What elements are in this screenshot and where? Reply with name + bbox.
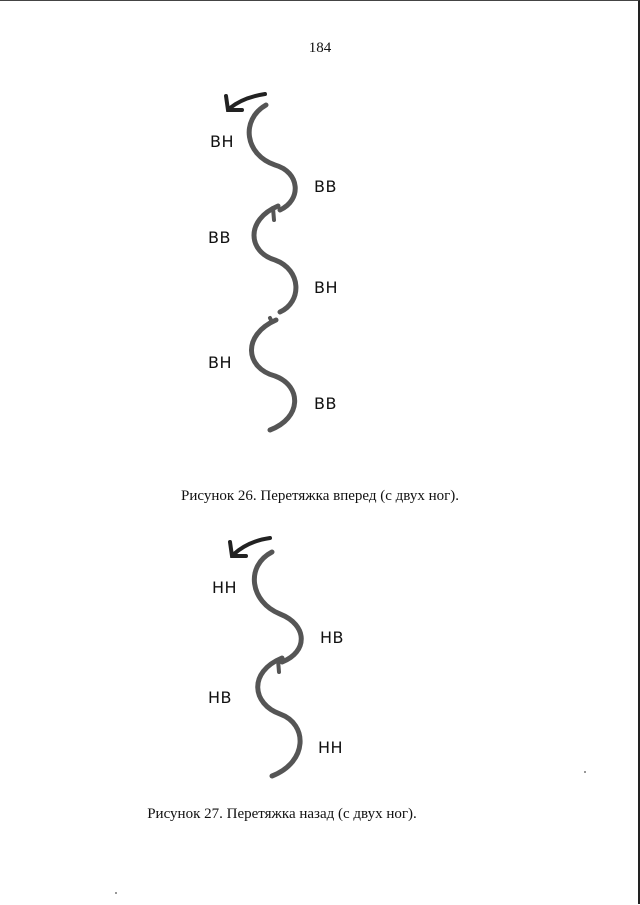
figure-27-caption: Рисунок 27. Перетяжка назад (с двух ног).: [147, 806, 417, 822]
figure-26-caption: Рисунок 26. Перетяжка вперед (с двух ног).: [180, 488, 460, 504]
figure-27: [190, 530, 370, 790]
label-vn-3: ВН: [208, 353, 233, 372]
label-vv-2: ВВ: [208, 228, 231, 247]
label-vv-3: ВВ: [314, 394, 337, 413]
label-nn-2: НН: [318, 738, 344, 757]
trace-segment-1: [249, 105, 295, 210]
label-vn-2: ВН: [314, 278, 339, 297]
trace-segment-2: [254, 206, 296, 312]
scan-speck: [115, 892, 117, 894]
label-vn-1: ВН: [210, 132, 235, 151]
label-nv-2: НВ: [208, 688, 233, 707]
page-number: 184: [308, 40, 332, 56]
trace-segment-3: [251, 320, 294, 430]
arrow-icon: [230, 538, 270, 556]
trace-segment-1: [254, 552, 301, 662]
trace-segment-2: [258, 658, 300, 776]
scan-speck: [584, 771, 586, 773]
label-nv-1: НВ: [320, 628, 345, 647]
figure-26: [190, 80, 370, 450]
label-nn-1: НН: [212, 578, 238, 597]
label-vv-1: ВВ: [314, 177, 337, 196]
